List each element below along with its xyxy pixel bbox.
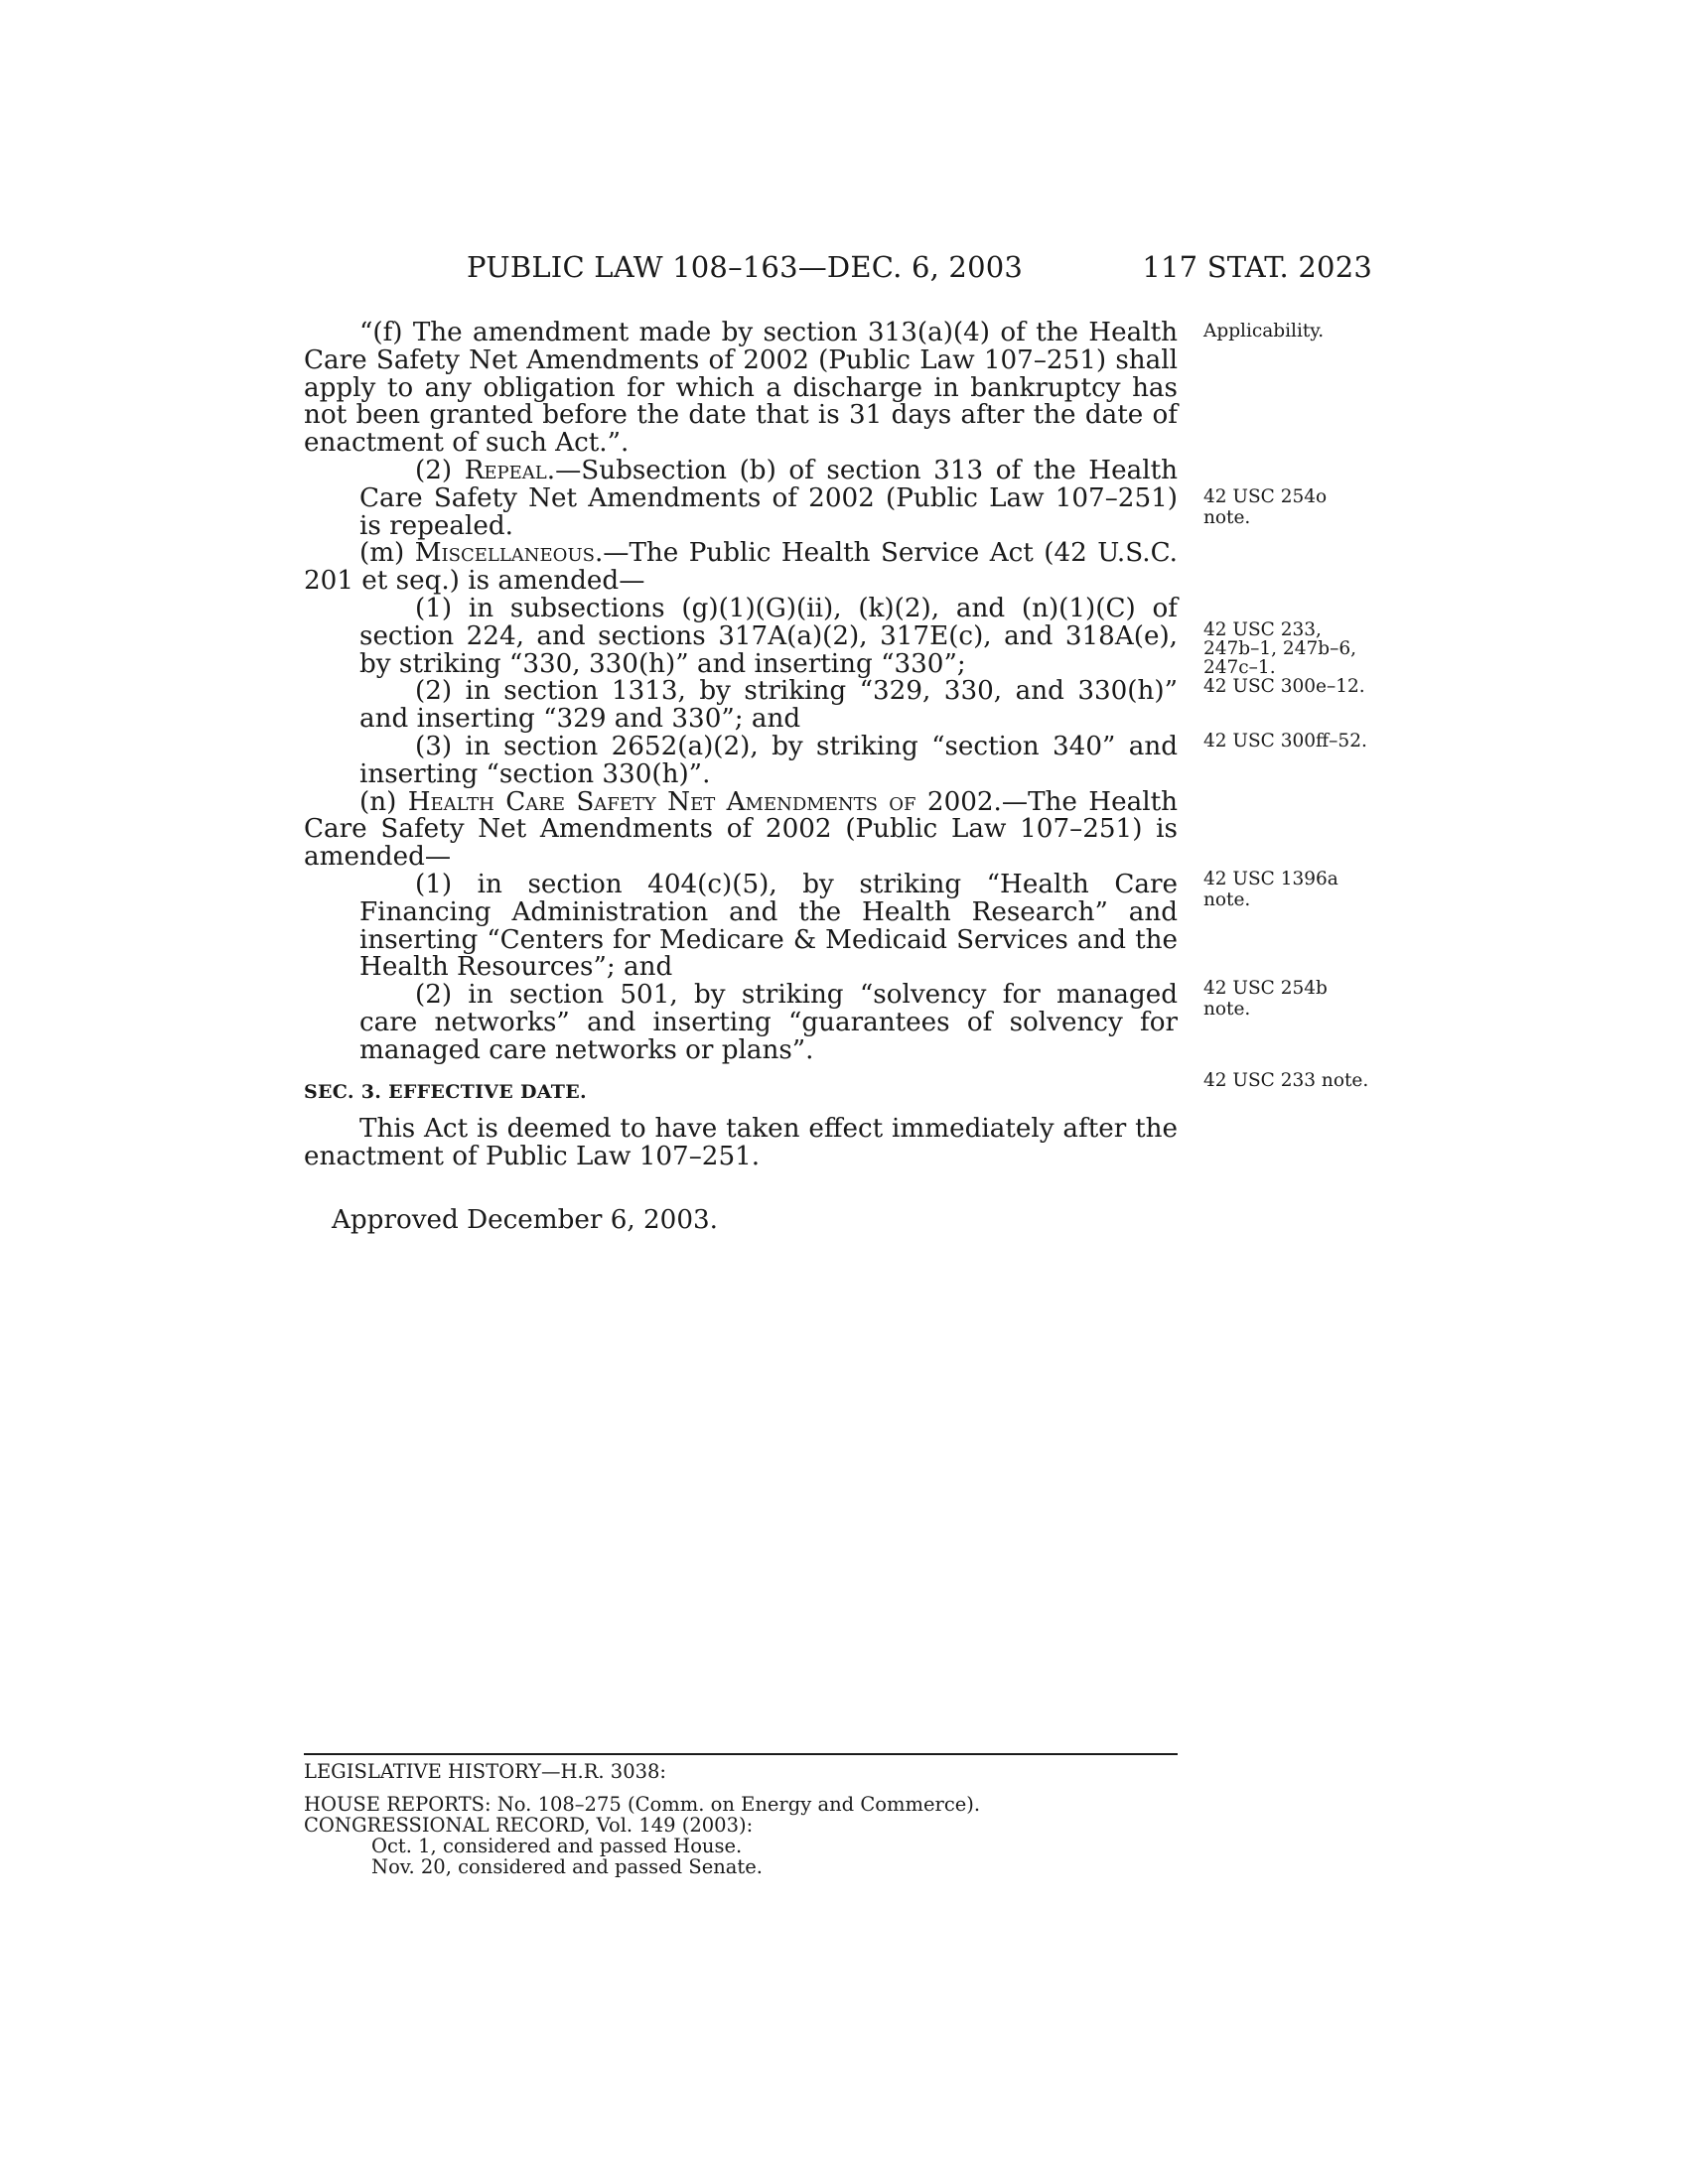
header-title: PUBLIC LAW 108–163—DEC. 6, 2003 <box>467 250 1024 284</box>
section-3-heading: SEC. 3. EFFECTIVE DATE. <box>304 1080 587 1103</box>
margin-note-254o: 42 USC 254o note. <box>1203 486 1328 528</box>
hcsn-heading: Health Care Safety Net Amendments of 2002. <box>407 786 1002 817</box>
paragraph-n-1: (1) in section 404(c)(5), by striking “Health Care Financing Administration and the Health Research” and inserting “Centers for Medicare & Medicaid Services and the Health Resources”; and <box>359 869 1178 983</box>
paragraph-m-1: (1) in subsections (g)(1)(G)(ii), (k)(2), and (n)(1)(C) of section 224, and sections 317A(a)(2), 317E(c), and 318A(e), by striking “330, 330(h)” and inserting “330”; <box>359 593 1178 679</box>
paragraph-f: “(f) The amendment made by section 313(a)(4) of the Health Care Safety Net Amendments of 2002 (Public Law 107–251) shall apply to any obligation for which a discharge in bankruptcy has not been granted before the date that is 31 days after the date of enactment of such Act.”. <box>304 318 1178 459</box>
margin-note-233-note: 42 USC 233 note. <box>1203 1070 1369 1091</box>
legislative-history <box>304 1753 1178 1877</box>
margin-note-254b: 42 USC 254b note. <box>1203 978 1328 1020</box>
paragraph-n-2: (2) in section 501, by striking “solvency for managed care networks” and inserting “guarantees of solvency for managed care networks or plans”. <box>359 980 1178 1065</box>
house-reports: HOUSE REPORTS: No. 108–275 (Comm. on Energy and Commerce). <box>304 1793 981 1816</box>
margin-note-300ff: 42 USC 300ff–52. <box>1203 731 1367 751</box>
repeal-heading: Repeal. <box>464 455 556 485</box>
paragraph-m-3: (3) in section 2652(a)(2), by striking “section 340” and inserting “section 330(h)”. <box>359 731 1178 789</box>
paragraph-repeal: (2) Repeal.—Subsection (b) of section 313 of the Health Care Safety Net Amendments of 2002 (Public Law 107–251) is repealed. <box>359 455 1179 541</box>
record-entry-house: Oct. 1, considered and passed House. <box>371 1835 743 1857</box>
margin-note-1396a: 42 USC 1396a note. <box>1203 869 1338 910</box>
main-text <box>304 320 1178 1235</box>
margin-note-233: 42 USC 233, 247b–1, 247b–6, 247c–1. 42 USC 300e–12. <box>1203 619 1365 697</box>
paragraph-effective-date: This Act is deemed to have taken effect immediately after the enactment of Public Law 107–251. <box>304 1114 1178 1172</box>
record-entry-senate: Nov. 20, considered and passed Senate. <box>371 1855 764 1878</box>
paragraph-m: (m) Miscellaneous.—The Public Health Service Act (42 U.S.C. 201 et seq.) is amended— <box>304 538 1178 597</box>
miscellaneous-heading: Miscellaneous. <box>414 538 604 569</box>
congressional-record: CONGRESSIONAL RECORD, Vol. 149 (2003): <box>304 1814 754 1837</box>
legislative-history-heading: LEGISLATIVE HISTORY—H.R. 3038: <box>304 1760 667 1783</box>
footnote-rule <box>304 1753 1178 1755</box>
approved-line: Approved December 6, 2003. <box>332 1204 718 1235</box>
header-page-number: 117 STAT. 2023 <box>1142 250 1372 284</box>
margin-note-applicability: Applicability. <box>1203 321 1325 341</box>
paragraph-n: (n) Health Care Safety Net Amendments of 2002.—The Health Care Safety Net Amendments of 2002 (Public Law 107–251) is amended— <box>304 786 1178 873</box>
paragraph-m-2: (2) in section 1313, by striking “329, 330, and 330(h)” and inserting “329 and 330”; and <box>359 676 1178 735</box>
